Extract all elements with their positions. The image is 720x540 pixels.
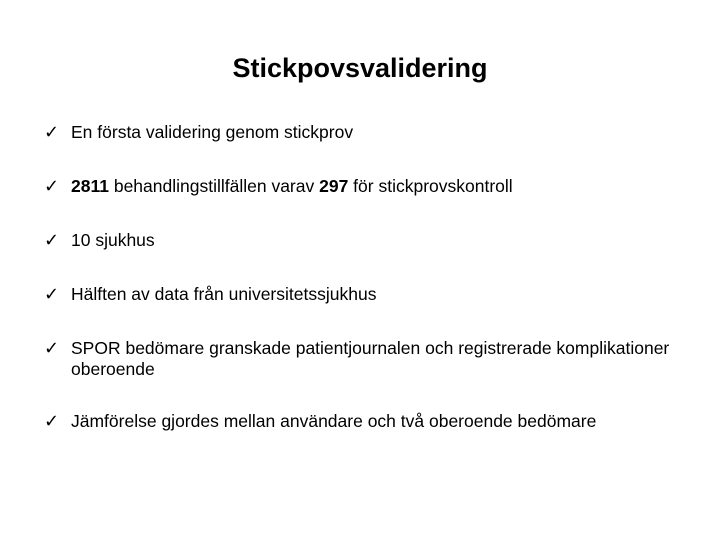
bullet-text: En första validering genom stickprov [71,122,354,142]
bullet-text: SPOR bedömare granskade patientjournalen och registrerade komplikationer oberoende [71,338,670,379]
bullet-item [44,230,694,251]
bullet-text-middle: behandlingstillfällen varav [108,176,320,196]
bullet-text-end: för stickprovskontroll [348,176,513,196]
bullet-text: Hälften av data från universitetssjukhus [71,284,377,304]
bullet-item [44,176,694,197]
bullet-item [44,284,694,305]
checkmark-icon: ✓ [44,411,60,432]
bullet-text: Jämförelse gjordes mellan användare och två oberoende bedömare [71,411,597,431]
bullet-item [44,338,694,380]
bullet-item [44,411,694,432]
checkmark-icon: ✓ [44,230,60,251]
sample-count: 297 [319,176,349,196]
checkmark-icon: ✓ [44,284,60,305]
treatment-count: 2811 [71,176,109,196]
bullet-list [44,122,694,465]
checkmark-icon: ✓ [44,176,60,197]
checkmark-icon: ✓ [44,338,60,359]
bullet-item [44,122,694,143]
slide-title: Stickpovsvalidering [232,53,488,83]
checkmark-icon: ✓ [44,122,60,143]
bullet-text: 10 sjukhus [71,230,155,250]
